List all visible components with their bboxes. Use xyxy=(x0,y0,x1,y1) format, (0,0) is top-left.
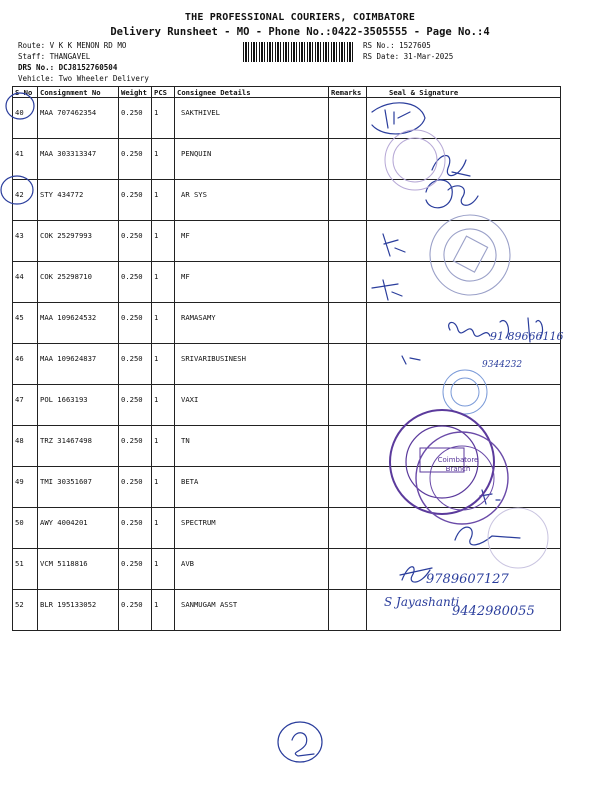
row-consignee: TN xyxy=(175,426,329,467)
tick-46 xyxy=(402,356,420,364)
handwritten-number-46: 9344232 xyxy=(482,360,523,370)
row-weight: 0.250 xyxy=(119,590,152,631)
row-weight: 0.250 xyxy=(119,385,152,426)
row-pcs: 1 xyxy=(152,180,175,221)
row-pcs: 1 xyxy=(152,344,175,385)
row-consignee: SPECTRUM xyxy=(175,508,329,549)
signature-43 xyxy=(383,234,405,256)
row-consignee: PENQUIN xyxy=(175,139,329,180)
rs-date: RS Date: 31-Mar-2025 xyxy=(363,52,454,61)
row-sno: 52 xyxy=(13,590,38,631)
society-stamp-2 xyxy=(416,432,508,524)
row-weight: 0.250 xyxy=(119,426,152,467)
signature-50 xyxy=(455,527,520,545)
row-weight: 0.250 xyxy=(119,508,152,549)
company-title: THE PROFESSIONAL COURIERS, COIMBATORE xyxy=(184,12,416,23)
row-pcs: 1 xyxy=(152,549,175,590)
row-consignment-no: POL 1663193 xyxy=(38,385,119,426)
row-sno: 44 xyxy=(13,262,38,303)
handwritten-phone-46: 91 89666116 xyxy=(490,330,564,343)
row-sno: 45 xyxy=(13,303,38,344)
row-consignee: MF xyxy=(175,221,329,262)
row-weight: 0.250 xyxy=(119,180,152,221)
row-pcs: 1 xyxy=(152,221,175,262)
row-pcs: 1 xyxy=(152,590,175,631)
row-pcs: 1 xyxy=(152,98,175,139)
row-sno: 43 xyxy=(13,221,38,262)
row-consignment-no: MAA 109624532 xyxy=(38,303,119,344)
row-consignee: AVB xyxy=(175,549,329,590)
route-label: Route: V K K MENON RD MO xyxy=(18,41,127,50)
drs-label: DRS No.: DCJ8152760504 xyxy=(18,63,118,72)
row-consignment-no: MAA 707462354 xyxy=(38,98,119,139)
row-sno: 42 xyxy=(13,180,38,221)
staff-label: Staff: THANGAVEL xyxy=(18,52,91,61)
row-pcs: 1 xyxy=(152,385,175,426)
row-sno: 47 xyxy=(13,385,38,426)
row-consignment-no: COK 25297993 xyxy=(38,221,119,262)
row-consignment-no: MAA 303313347 xyxy=(38,139,119,180)
signature-40 xyxy=(372,103,425,134)
row-sno: 40 xyxy=(13,98,38,139)
row-consignee: SAKTHIVEL xyxy=(175,98,329,139)
row-consignee: MF xyxy=(175,262,329,303)
row-pcs: 1 xyxy=(152,508,175,549)
col-remarks: Remarks xyxy=(329,87,367,98)
row-weight: 0.250 xyxy=(119,139,152,180)
runsheet-subtitle: Delivery Runsheet - MO - Phone No.:0422-3505555 - Page No.:4 xyxy=(110,26,490,38)
col-consignment: Consignment No xyxy=(38,87,119,98)
handwritten-phone-51: 9789607127 xyxy=(426,572,509,587)
row-weight: 0.250 xyxy=(119,344,152,385)
col-weight: Weight xyxy=(119,87,152,98)
row-pcs: 1 xyxy=(152,303,175,344)
row-pcs: 1 xyxy=(152,426,175,467)
row-consignee: SANMUGAM ASST xyxy=(175,590,329,631)
col-sno: S No xyxy=(13,87,38,98)
row-sno: 50 xyxy=(13,508,38,549)
signature-41 xyxy=(432,156,470,177)
vehicle-label: Vehicle: Two Wheeler Delivery xyxy=(18,74,149,83)
row-weight: 0.250 xyxy=(119,303,152,344)
row-consignee: AR SYS xyxy=(175,180,329,221)
row-weight: 0.250 xyxy=(119,549,152,590)
row-consignee: BETA xyxy=(175,467,329,508)
stamp-branch-text: Coimbatore Branch xyxy=(437,456,479,473)
row-pcs: 1 xyxy=(152,467,175,508)
row-sno: 41 xyxy=(13,139,38,180)
row-consignee: VAXI xyxy=(175,385,329,426)
handwritten-name-52: S Jayashanti xyxy=(384,595,460,609)
row-sno: 49 xyxy=(13,467,38,508)
row-consignment-no: AWY 4004201 xyxy=(38,508,119,549)
row-consignment-no: TRZ 31467498 xyxy=(38,426,119,467)
row-consignment-no: TMI 30351607 xyxy=(38,467,119,508)
row-weight: 0.250 xyxy=(119,98,152,139)
signature-42 xyxy=(426,180,478,208)
row-sno: 46 xyxy=(13,344,38,385)
faint-stamp-top xyxy=(385,130,445,190)
col-signature: Seal & Signature xyxy=(367,87,561,98)
branch-stamp-rotated xyxy=(416,201,524,309)
row-consignment-no: MAA 109624837 xyxy=(38,344,119,385)
row-consignment-no: BLR 195133052 xyxy=(38,590,119,631)
row-pcs: 1 xyxy=(152,262,175,303)
row-consignment-no: COK 25298710 xyxy=(38,262,119,303)
row-consignee: RAMASAMY xyxy=(175,303,329,344)
row-consignee: SRIVARIBUSINESH xyxy=(175,344,329,385)
row-consignment-no: STY 434772 xyxy=(38,180,119,221)
row-sno: 48 xyxy=(13,426,38,467)
circle-mark-40 xyxy=(6,93,34,119)
circle-mark-42 xyxy=(1,176,33,204)
row-sno: 51 xyxy=(13,549,38,590)
row-weight: 0.250 xyxy=(119,467,152,508)
row-pcs: 1 xyxy=(152,139,175,180)
row-consignment-no: VCM 5118816 xyxy=(38,549,119,590)
signature-44 xyxy=(372,280,402,300)
small-stamp-47 xyxy=(443,370,487,414)
rs-number: RS No.: 1527605 xyxy=(363,41,431,50)
col-pcs: PCS xyxy=(152,87,175,98)
row-weight: 0.250 xyxy=(119,221,152,262)
col-consignee: Consignee Details xyxy=(175,87,329,98)
row-weight: 0.250 xyxy=(119,262,152,303)
handwritten-phone-52: 9442980055 xyxy=(452,604,535,619)
